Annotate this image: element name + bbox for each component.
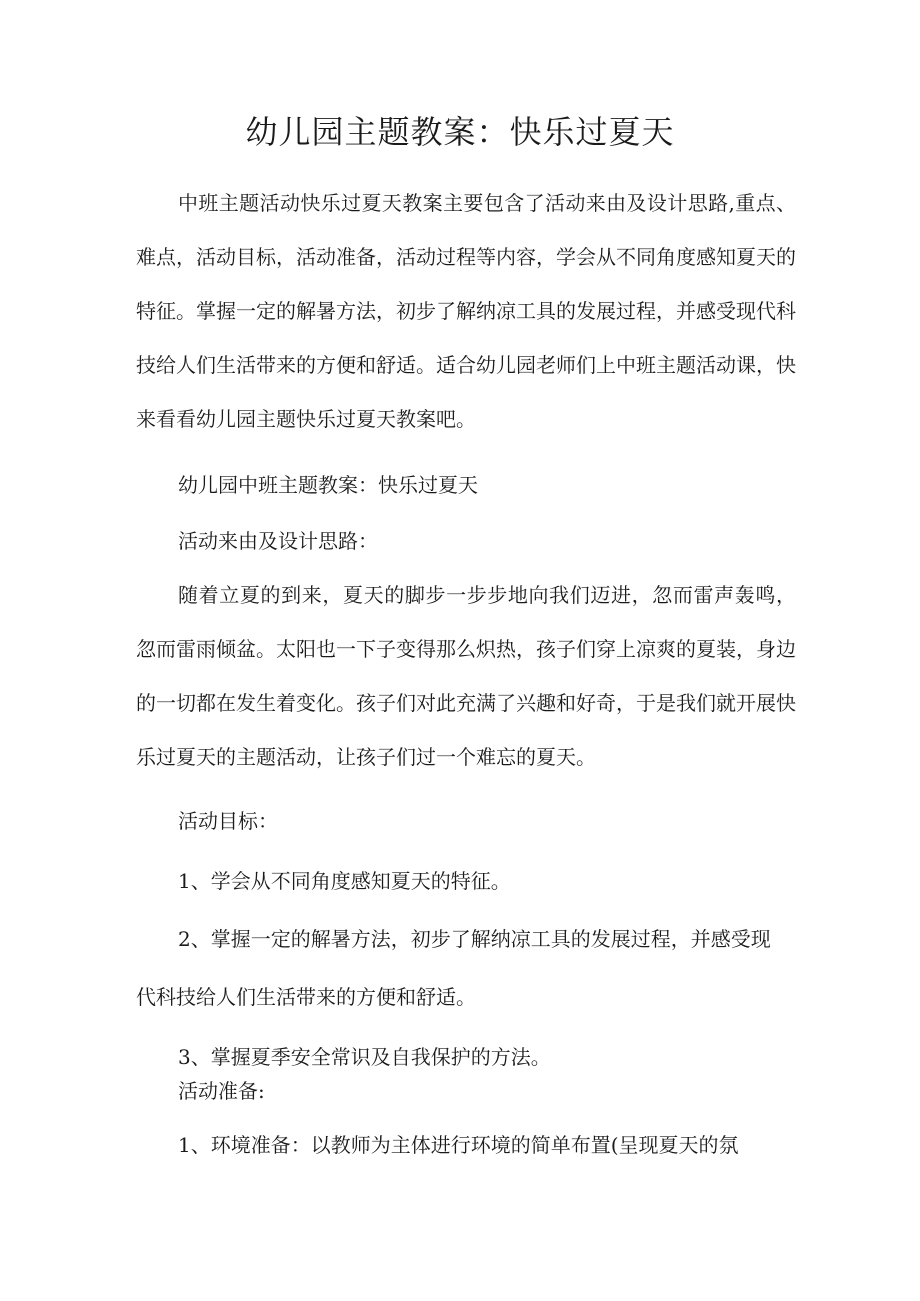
document-title: 幼儿园主题教案：快乐过夏天 [245,113,675,151]
design-paragraph: 随着立夏的到来，夏天的脚步一步步地向我们迈进，忽而雷声轰鸣，忽而雷雨倾盆。太阳也一下子变得那么炽热，孩子们穿上凉爽的夏装，身边的一切都在发生着变化。孩子们对此充满了兴趣和好奇，于是我们就开展快乐过夏天的主题活动，让孩子们过一个难忘的夏天。 [136,583,796,769]
prep-heading: 活动准备: [178,1079,265,1103]
design-heading: 活动来由及设计思路： [178,529,378,553]
goal-item-1: 1、学会从不同角度感知夏天的特征。 [178,869,511,893]
goal-item-2-line-2: 代科技给人们生活带来的方便和舒适。 [136,985,476,1009]
goal-item-2-line-1: 2、掌握一定的解暑方法，初步了解纳凉工具的发展过程，并感受现 [178,927,771,951]
prep-item-1: 1、环境准备：以教师为主体进行环境的简单布置(呈现夏天的氛 [178,1133,739,1157]
goal-item-3: 3、掌握夏季安全常识及自我保护的方法。 [178,1045,551,1069]
intro-paragraph: 中班主题活动快乐过夏天教案主要包含了活动来由及设计思路,重点、难点，活动目标，活动准备，活动过程等内容，学会从不同角度感知夏天的特征。掌握一定的解暑方法，初步了解纳凉工具的发展过程，并感受现代科技给人们生活带来的方便和舒适。适合幼儿园老师们上中班主题活动课，快来看看幼儿园主题快乐过夏天教案吧。 [136,191,796,431]
goals-heading: 活动目标： [178,809,278,833]
subtitle: 幼儿园中班主题教案：快乐过夏天 [178,473,478,497]
